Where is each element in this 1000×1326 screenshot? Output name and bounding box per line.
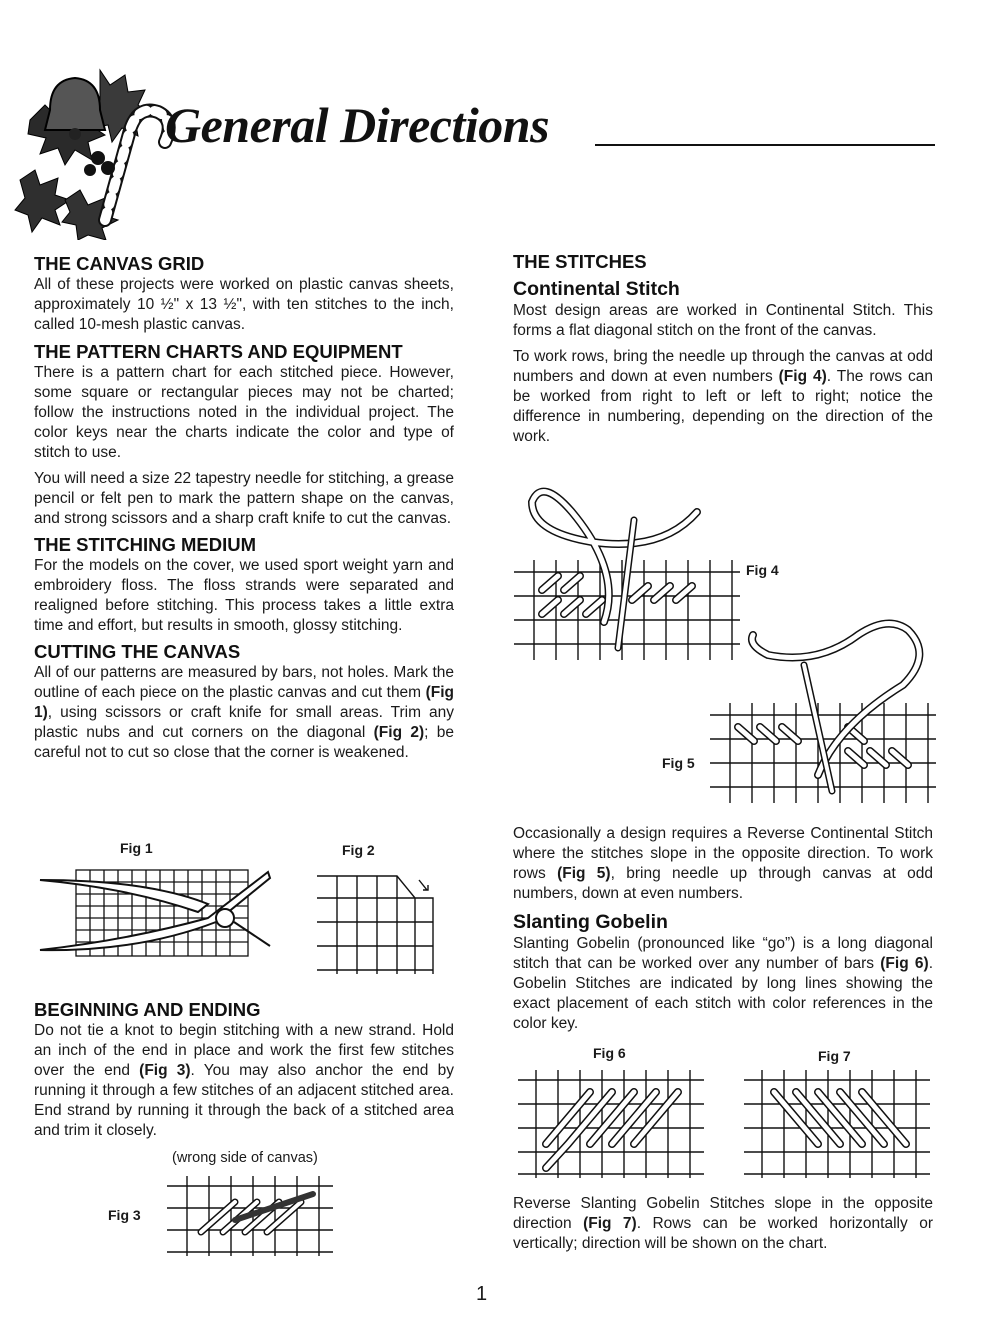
fig7-ref: (Fig 7): [583, 1215, 637, 1232]
right-column: [513, 250, 933, 447]
scissors-icon: [40, 872, 270, 950]
fig1-ref: (Fig 1): [34, 684, 454, 721]
fig5-diagram: [708, 615, 940, 807]
page-title: General Directions: [165, 97, 550, 153]
reverse-gobelin-section: [513, 1194, 933, 1254]
pattern-text-1: There is a pattern chart for each stitched piece. However, some square or rectangular pieces may not be charted; follow the instructions noted in the individual project. The color keys near the charts indicate the color and type of stitch to use.: [34, 364, 454, 461]
fig3-caption: (wrong side of canvas): [172, 1150, 318, 1166]
continental-text-1: Most design areas are worked in Continental Stitch. This forms a flat diagonal stitch on the front of the canvas.: [513, 302, 933, 339]
stitches-heading: THE STITCHES: [513, 251, 647, 272]
gobelin-heading: Slanting Gobelin: [513, 911, 668, 933]
fig6-label: Fig 6: [593, 1045, 626, 1061]
beginning-heading: BEGINNING AND ENDING: [34, 999, 261, 1020]
beginning-text: Do not tie a knot to begin stitching with a new strand. Hold an inch of the end in place and work the first few stitches over the end (Fig 3). You may also anchor the end by running it through a few stitches of an adjacent stitched area. End strand by running it through the back of a stitched area and trim it closely.: [34, 1022, 454, 1139]
fig2-label: Fig 2: [342, 842, 375, 858]
left-column: [34, 252, 454, 763]
gobelin-text: Slanting Gobelin (pronounced like “go”) is a long diagonal stitch that can be worked over any number of bars (Fig 6). Gobelin Stitches are indicated by long lines showing the exact placement of each stitch with color references in the color key.: [513, 935, 933, 1032]
pattern-text-2: You will need a size 22 tapestry needle for stitching, a grease pencil or felt pen to mark the pattern shape on the canvas, and strong scissors and a sharp craft knife to cut the canvas.: [34, 470, 454, 527]
reverse-gobelin-text: Reverse Slanting Gobelin Stitches slope in the opposite direction (Fig 7). Rows can be worked horizontally or vertically; direction will be shown on the chart.: [513, 1195, 933, 1252]
canvas-grid-heading: THE CANVAS GRID: [34, 253, 205, 274]
fig7-label: Fig 7: [818, 1048, 851, 1064]
canvas-grid-text: All of these projects were worked on plastic canvas sheets, approximately 10 ½" x 13 ½", with ten stitches to the inch, called 10-mesh plastic canvas.: [34, 276, 454, 333]
medium-heading: THE STITCHING MEDIUM: [34, 534, 256, 555]
fig6-diagram: [516, 1068, 706, 1180]
fig1-label: Fig 1: [120, 840, 153, 856]
reverse-text: Occasionally a design requires a Reverse Continental Stitch where the stitches slope in the opposite direction. To work rows (Fig 5), bring needle up through canvas at odd numbers, down at even numbers.: [513, 825, 933, 902]
continental-text-2: To work rows, bring the needle up through the canvas at odd numbers and down at even numbers (Fig 4). The rows can be worked from right to left or left to right; notice the difference in numbering, depending on the direction of the work.: [513, 348, 934, 445]
fig6-ref: (Fig 6): [880, 955, 929, 972]
medium-text: For the models on the cover, we used sport weight yarn and embroidery floss. The floss strands were separated and realigned before stitching. This process takes a little extra time and effort, but results in smooth, glossy stitching.: [34, 557, 454, 634]
fig4-ref: (Fig 4): [778, 368, 827, 385]
fig2-corner-diagram: [315, 872, 440, 976]
cutting-text: All of our patterns are measured by bars, not holes. Mark the outline of each piece on the plastic canvas and cut them (Fig 1), using scissors or craft knife for small areas. Trim any plastic nubs and cut corners on the diagonal (Fig 2); be careful not to cut so close that the corner is weakened.: [34, 664, 454, 761]
continental-heading: Continental Stitch: [513, 278, 680, 300]
cutting-heading: CUTTING THE CANVAS: [34, 641, 241, 662]
needle-icon: [618, 520, 634, 648]
fig5-label: Fig 5: [662, 755, 695, 771]
fig3-label: Fig 3: [108, 1207, 141, 1223]
holly-bell-decoration: [10, 50, 180, 240]
title-rule: [595, 144, 935, 146]
reverse-section: [513, 824, 933, 1034]
fig7-diagram: [742, 1068, 932, 1180]
beginning-section: [34, 998, 454, 1141]
fig3-diagram: [165, 1172, 335, 1258]
pattern-heading: THE PATTERN CHARTS AND EQUIPMENT: [34, 341, 403, 362]
fig3-ref: (Fig 3): [139, 1062, 191, 1079]
fig5-ref: (Fig 5): [557, 865, 611, 882]
fig1-scissors-diagram: [38, 860, 278, 960]
fig2-ref: (Fig 2): [373, 724, 425, 741]
page-number: 1: [476, 1283, 488, 1305]
fig4-label: Fig 4: [746, 562, 779, 578]
